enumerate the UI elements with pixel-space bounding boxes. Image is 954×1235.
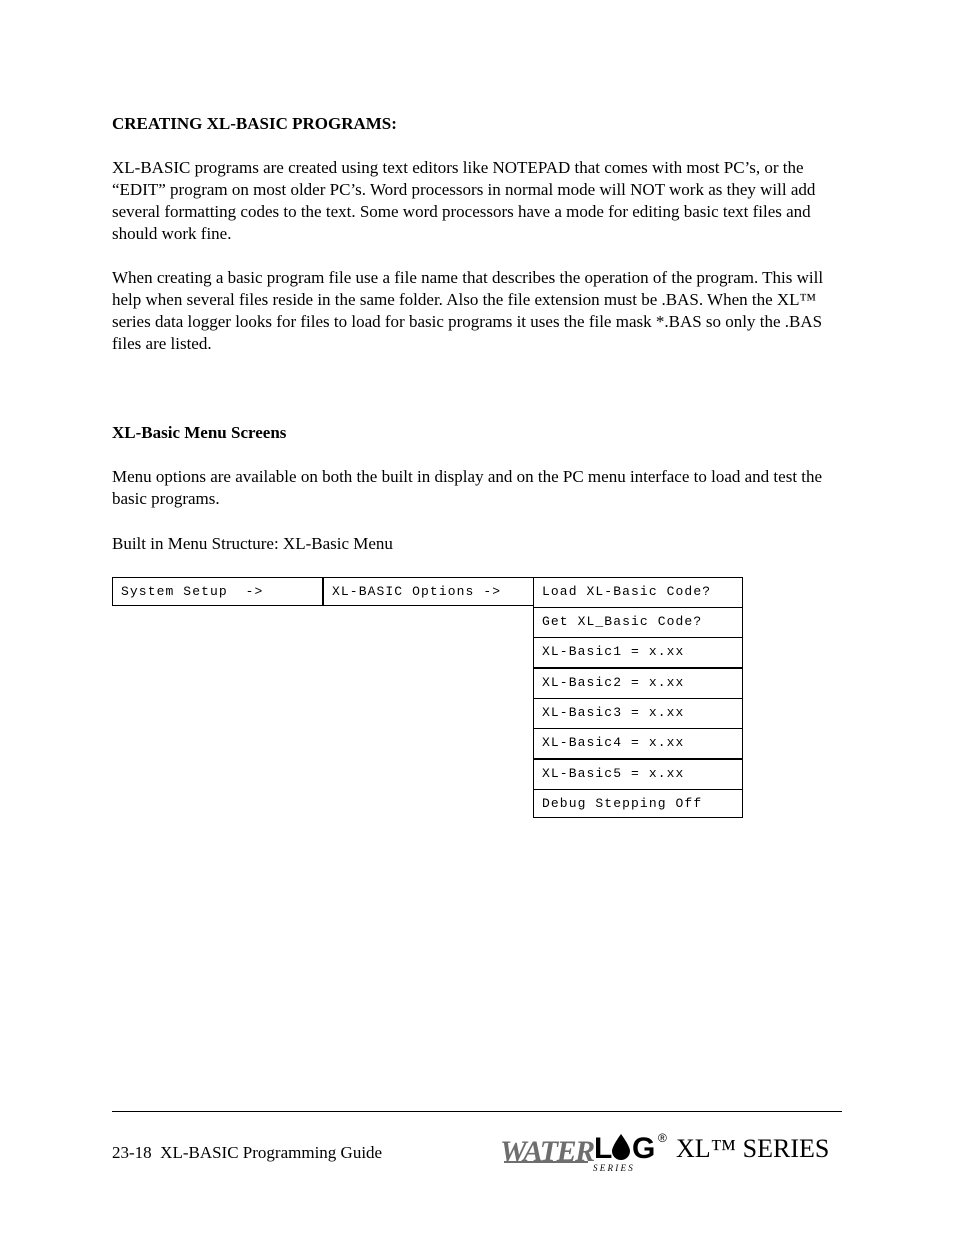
paragraph-text-editors: XL-BASIC programs are created using text editors like NOTEPAD that comes with most PC’s, or the “EDIT” program on most older PC’s. Word processors in normal mode will NOT work as they will add several formatting codes to the text. Some word processors have a mode for editing basic text files and should work fine. (112, 158, 816, 243)
paragraph-menu-structure: Built in Menu Structure: XL-Basic Menu (112, 534, 393, 553)
footer-series-title: XL™ SERIES (676, 1134, 830, 1163)
menu-box-basic3: XL-Basic3 = x.xx (533, 698, 743, 729)
menu-box-xl-basic-options: XL-BASIC Options -> (323, 577, 534, 606)
menu-box-debug-stepping: Debug Stepping Off (533, 789, 743, 818)
paragraph-menu-options: Menu options are available on both the built in display and on the PC menu interface to load and test the basic programs. (112, 467, 823, 508)
waterlog-logo (500, 1126, 672, 1174)
logo-series-text: S E R I E S (593, 1163, 633, 1173)
footer-rule (112, 1111, 842, 1112)
menu-box-load-code: Load XL-Basic Code? (533, 577, 743, 608)
section-heading-creating: CREATING XL-BASIC PROGRAMS: (112, 114, 397, 133)
menu-box-basic5: XL-Basic5 = x.xx (533, 759, 743, 790)
menu-box-basic1: XL-Basic1 = x.xx (533, 637, 743, 668)
logo-water-text: WATER (500, 1135, 594, 1168)
menu-box-basic4: XL-Basic4 = x.xx (533, 728, 743, 759)
registered-mark: ® (658, 1131, 667, 1145)
menu-box-get-code: Get XL_Basic Code? (533, 607, 743, 638)
logo-log-l: L (594, 1132, 613, 1165)
paragraph-file-naming: When creating a basic program file use a file name that describes the operation of the program. This will help when several files reside in the same folder. Also the file extension must be .BAS. When the XL™ series data logger looks for files to load for basic programs it uses the file mask *.BAS so only the .BAS files are listed. (112, 268, 824, 353)
logo-log-g: G (632, 1132, 656, 1165)
menu-box-system-setup: System Setup -> (112, 577, 323, 606)
section-heading-menu-screens: XL-Basic Menu Screens (112, 423, 287, 442)
menu-box-basic2: XL-Basic2 = x.xx (533, 668, 743, 699)
water-drop-icon (612, 1134, 630, 1160)
footer-page-label: 23-18 XL-BASIC Programming Guide (112, 1143, 383, 1162)
